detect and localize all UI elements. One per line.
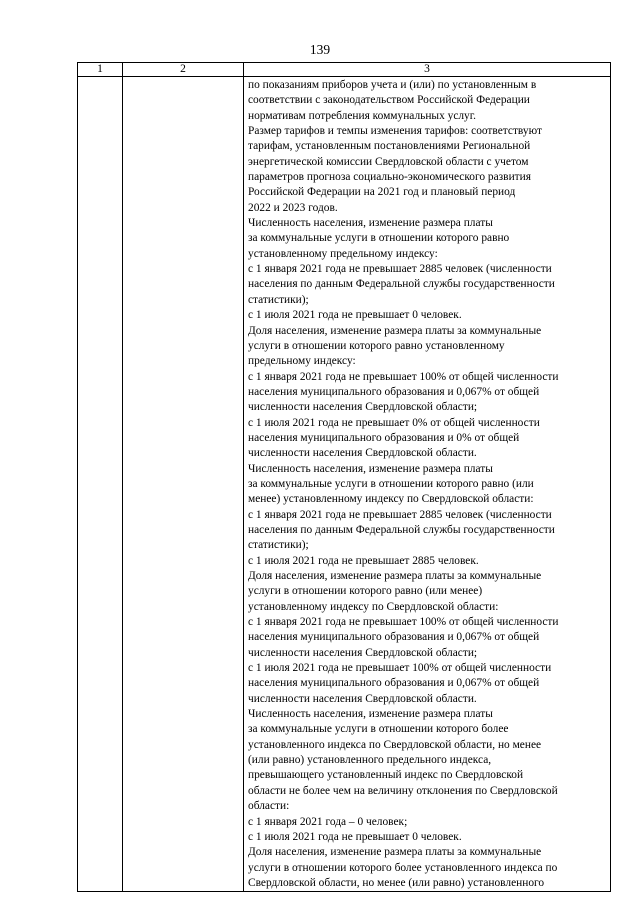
text-line: с 1 июля 2021 года не превышает 100% от общей численности — [248, 662, 552, 675]
text-line: установленного индекса по Свердловской области, но менее — [248, 738, 542, 751]
text-line: области не более чем на величину отклонения по Свердловской — [248, 784, 558, 797]
text-line: с 1 января 2021 года не превышает 100% от общей численности — [248, 370, 559, 383]
text-line: Доля населения, изменение размера платы за коммунальные — [248, 324, 542, 337]
table-row — [78, 77, 611, 892]
text-line: численности населения Свердловской области; — [248, 401, 478, 414]
text-line: установленному предельному индексу: — [248, 247, 438, 260]
text-line: предельному индексу: — [248, 355, 356, 368]
text-line: за коммунальные услуги в отношении которого равно (или — [248, 477, 534, 490]
text-line: 2022 и 2023 годов. — [248, 201, 338, 214]
text-line: Свердловской области, но менее (или равно) установленного — [248, 876, 545, 889]
text-line: Численность населения, изменение размера платы — [248, 217, 493, 230]
table-header-row — [78, 63, 611, 77]
text-line: с 1 июля 2021 года не превышает 0 человек. — [248, 309, 462, 322]
text-line: с 1 июля 2021 года не превышает 0% от общей численности — [248, 416, 540, 429]
column-header-1: 1 — [78, 63, 123, 77]
text-line: населения муниципального образования и 0,067% от общей — [248, 677, 540, 690]
text-line: населения муниципального образования и 0% от общей — [248, 431, 520, 444]
document-table — [77, 62, 611, 892]
text-line: (или равно) установленного предельного индекса, — [248, 754, 492, 767]
text-line: услуги в отношении которого равно (или менее) — [248, 585, 483, 598]
text-line: населения по данным Федеральной службы государственности — [248, 278, 555, 291]
text-line: с 1 января 2021 года не превышает 2885 человек (численности — [248, 263, 552, 276]
table-cell-col3 — [244, 77, 611, 892]
text-line: численности населения Свердловской области; — [248, 646, 478, 659]
text-line: энергетической комиссии Свердловской области с учетом — [248, 155, 529, 168]
text-line: с 1 июля 2021 года не превышает 2885 человек. — [248, 554, 479, 567]
text-line: услуги в отношении которого более установленного индекса по — [248, 861, 558, 874]
text-line: населения муниципального образования и 0,067% от общей — [248, 385, 540, 398]
text-line: установленному индексу по Свердловской области: — [248, 600, 499, 613]
text-line: Численность населения, изменение размера платы — [248, 462, 493, 475]
text-line: Размер тарифов и темпы изменения тарифов: соответствуют — [248, 125, 542, 138]
text-line: менее) установленному индексу по Свердловской области: — [248, 493, 534, 506]
page-number: 139 — [309, 42, 331, 57]
text-line: Российской Федерации на 2021 год и плановый период — [248, 186, 516, 199]
text-line: статистики); — [248, 293, 309, 306]
text-line: с 1 января 2021 года не превышает 2885 человек (численности — [248, 508, 552, 521]
text-line: численности населения Свердловской области. — [248, 692, 477, 705]
column-header-3: 3 — [244, 63, 611, 77]
text-line: с 1 июля 2021 года не превышает 0 человек. — [248, 830, 462, 843]
text-line: статистики); — [248, 539, 309, 552]
text-line: нормативам потребления коммунальных услуг. — [248, 109, 476, 122]
text-line: численности населения Свердловской области. — [248, 447, 477, 460]
text-line: услуги в отношении которого равно установленному — [248, 339, 505, 352]
text-line: населения по данным Федеральной службы государственности — [248, 523, 555, 536]
text-line: превышающего установленный индекс по Свердловской — [248, 769, 524, 782]
text-line: тарифам, установленным постановлениями Региональной — [248, 140, 531, 153]
cell-text-block — [244, 77, 610, 891]
text-line: Численность населения, изменение размера платы — [248, 708, 493, 721]
text-line: по показаниям приборов учета и (или) по установленным в — [248, 79, 537, 91]
text-line: населения муниципального образования и 0,067% от общей — [248, 631, 540, 644]
text-line: с 1 января 2021 года не превышает 100% от общей численности — [248, 616, 559, 629]
text-line: параметров прогноза социально-экономического развития — [248, 171, 531, 184]
text-line: области: — [248, 800, 290, 813]
table-cell-col1 — [78, 77, 123, 892]
text-line: Доля населения, изменение размера платы за коммунальные — [248, 570, 542, 582]
text-line: с 1 января 2021 года – 0 человек; — [248, 815, 408, 828]
text-line: Доля населения, изменение размера платы за коммунальные — [248, 846, 542, 859]
text-line: соответствии с законодательством Российской Федерации — [248, 94, 530, 107]
text-line: за коммунальные услуги в отношении которого равно — [248, 232, 510, 245]
column-header-2: 2 — [123, 63, 244, 77]
text-line: за коммунальные услуги в отношении которого более — [248, 723, 509, 736]
table-cell-col2 — [123, 77, 244, 892]
